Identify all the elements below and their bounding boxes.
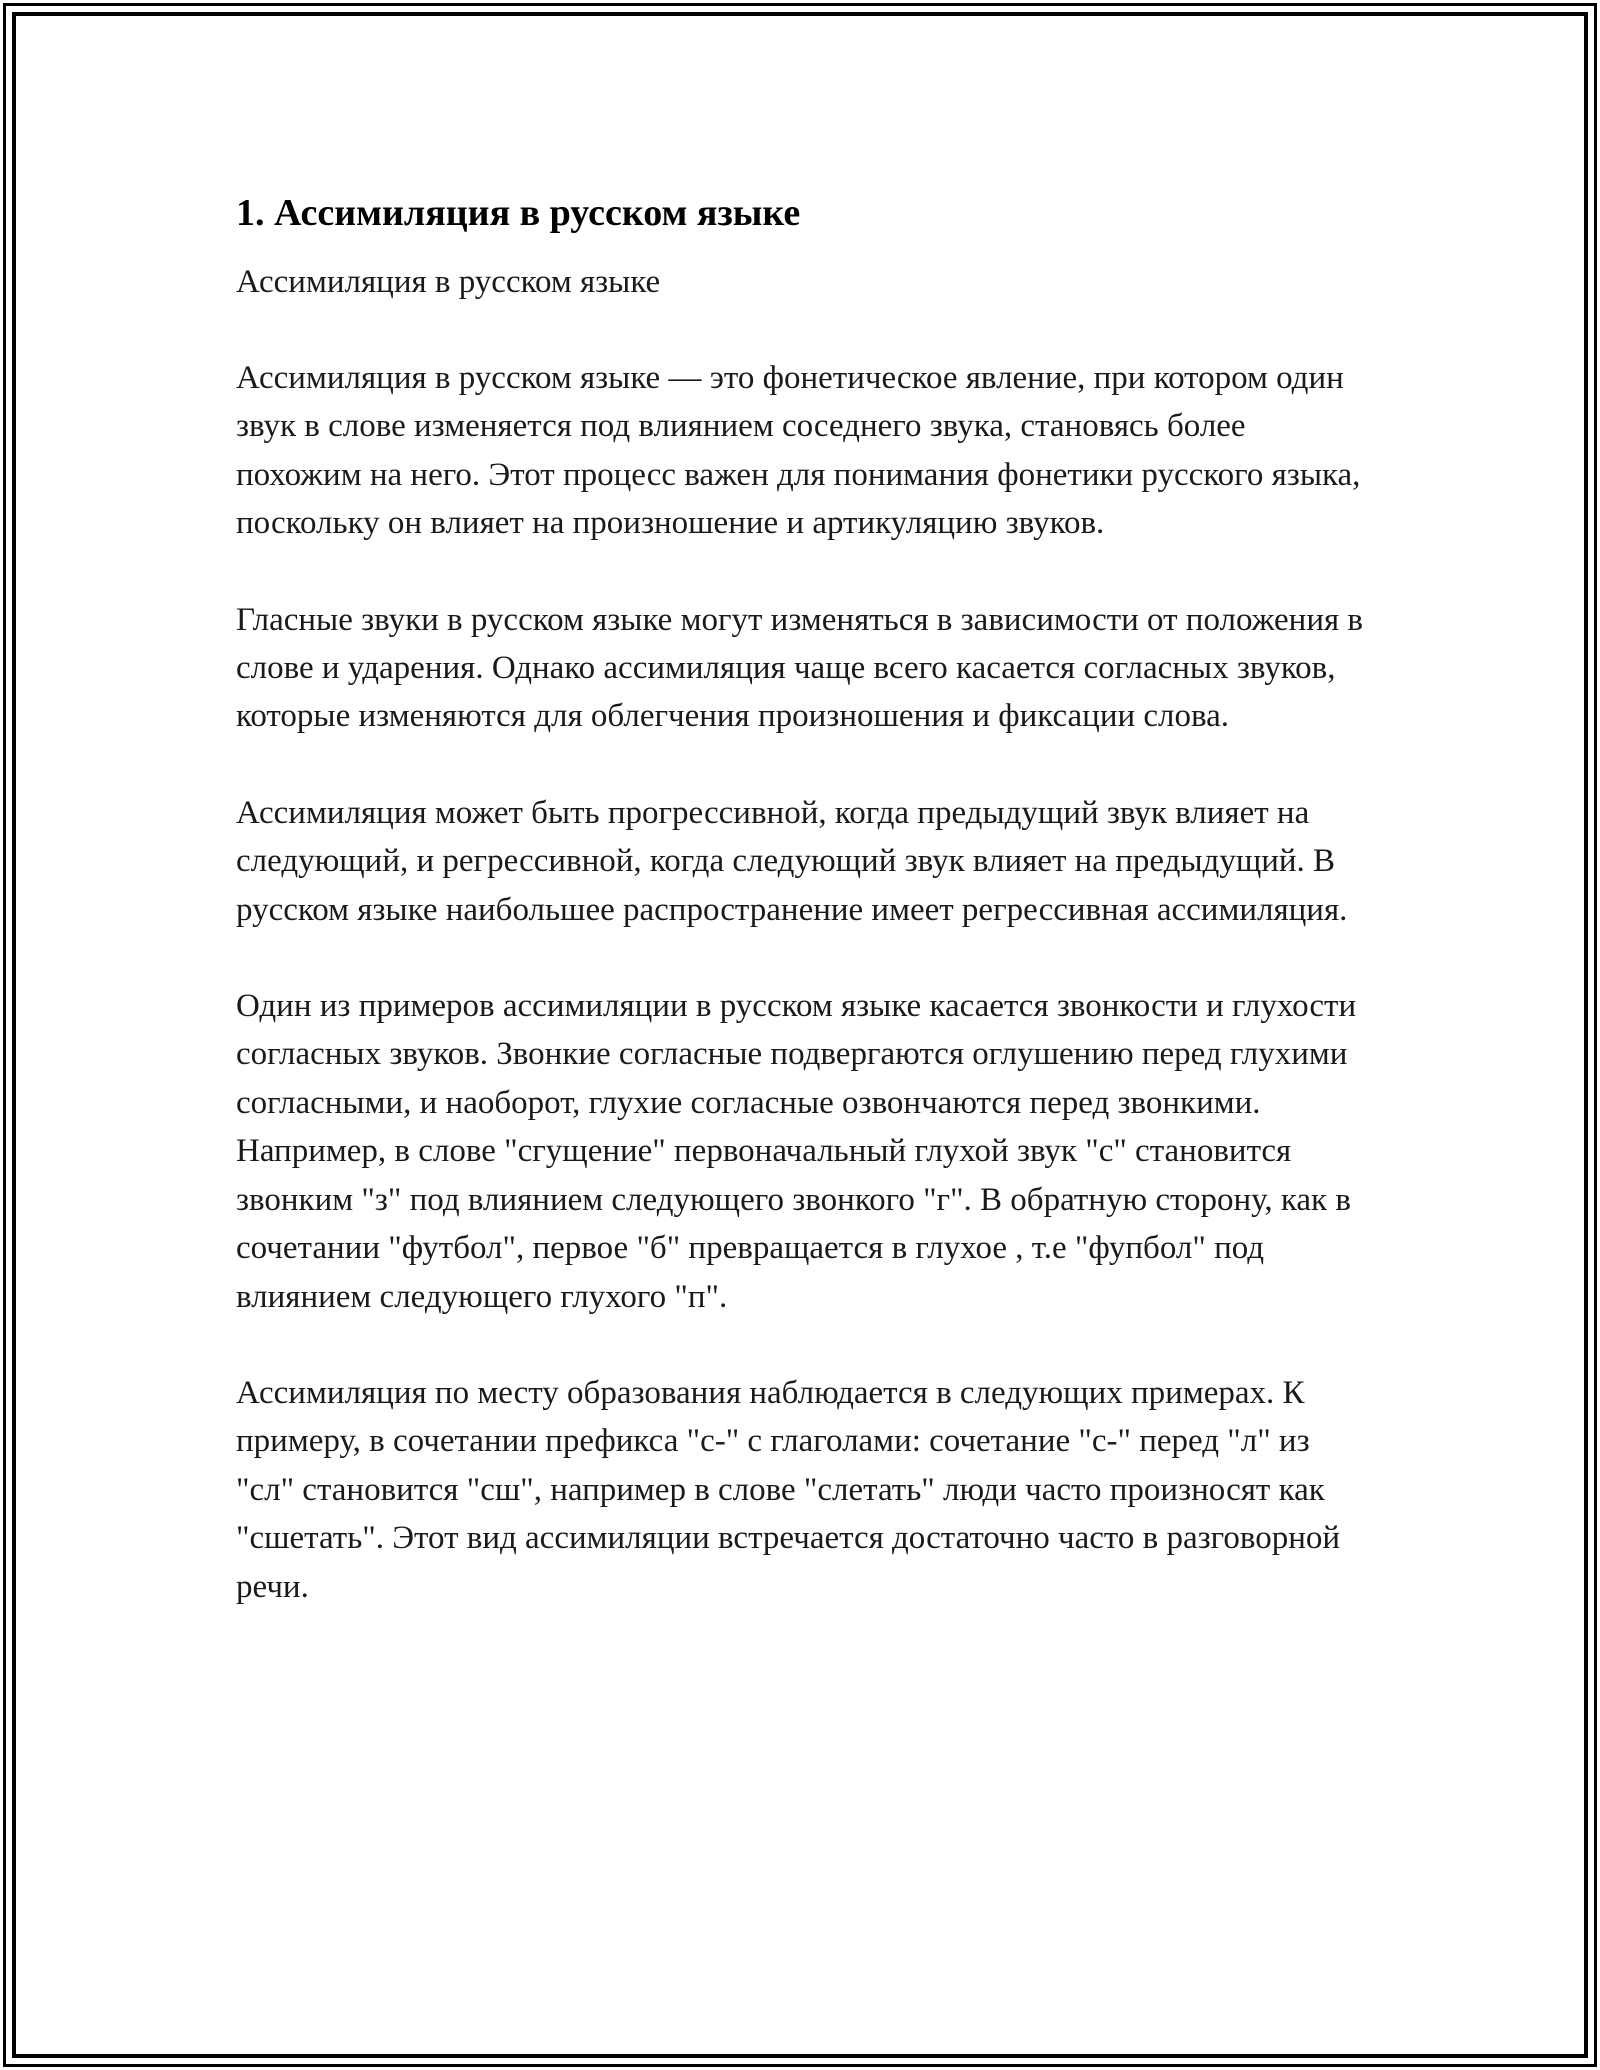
page-title: 1. Ассимиляция в русском языке xyxy=(236,192,801,234)
document-body xyxy=(236,186,1366,1659)
paragraph-voicing-examples: Один из примеров ассимиляции в русском языке касается звонкости и глухости согласных звуков. Звонкие согласные подвергаются оглушению перед глухими согласными, и наоборот, глухие согласные озвончаются перед звонкими. Например, в слове "сгущение" первоначальный глухой звук "с" становится звонким "з" под влиянием следующего звонкого "г". В обратную сторону, как в сочетании "футбол", первое "б" превращается в глухое , т.е "фупбол" под влиянием следующего глухого "п". xyxy=(236,988,1357,1315)
paragraph-vowels-consonants: Гласные звуки в русском языке могут изменяться в зависимости от положения в слове и ударения. Однако ассимиляция чаще всего касается согласных звуков, которые изменяются для облегчения произношения и фиксации слова. xyxy=(236,601,1363,735)
paragraph-place-of-articulation: Ассимиляция по месту образования наблюдается в следующих примерах. К примеру, в сочетании префикса "с-" с глаголами: сочетание "с-" перед "л" из "сл" становится "сш", например в слове "слетать" люди часто произносят как "сшетать". Этот вид ассимиляции встречается достаточно часто в разговорной речи. xyxy=(236,1374,1341,1605)
paragraph-definition: Ассимиляция в русском языке — это фонетическое явление, при котором один звук в слове изменяется под влиянием соседнего звука, становясь более похожим на него. Этот процесс важен для понимания фонетики русского языка, поскольку он влияет на произношение и артикуляцию звуков. xyxy=(236,360,1361,542)
paragraph-progressive-regressive: Ассимиляция может быть прогрессивной, когда предыдущий звук влияет на следующий, и регрессивной, когда следующий звук влияет на предыдущий. В русском языке наибольшее распространение имеет регрессивная ассимиляция. xyxy=(236,794,1348,928)
document-subtitle: Ассимиляция в русском языке xyxy=(236,264,661,300)
